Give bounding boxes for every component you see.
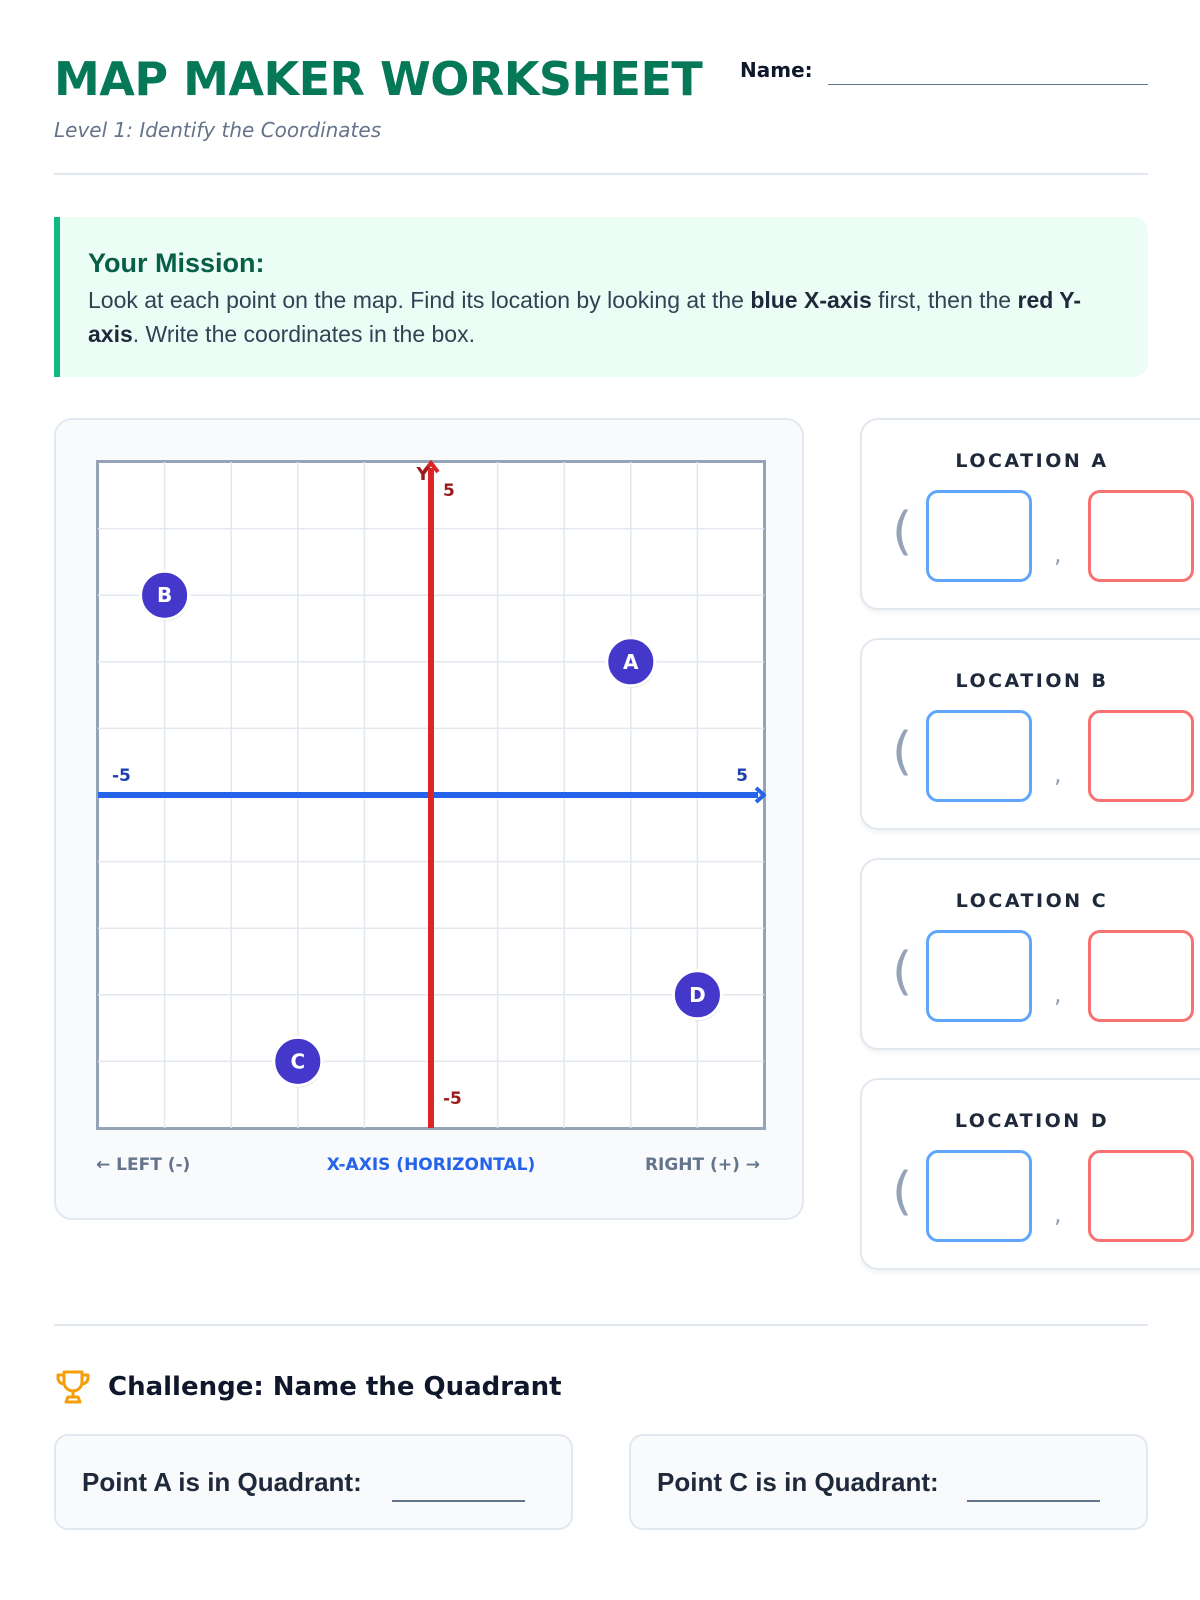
- location-card-a: [860, 418, 1200, 610]
- location-title: LOCATION A: [955, 450, 1109, 472]
- map-card: [54, 418, 804, 1220]
- x-answer-box[interactable]: [926, 930, 1032, 1022]
- y-answer-box[interactable]: [1088, 1150, 1194, 1242]
- mission-title: Your Mission:: [88, 248, 265, 278]
- trophy-icon: [54, 1368, 92, 1406]
- quadrant-question-a: [54, 1434, 573, 1530]
- header-divider: [54, 173, 1148, 175]
- coordinate-grid: [96, 460, 766, 1130]
- quadrant-answer-field[interactable]: [967, 1500, 1100, 1502]
- red-y-axis-term: red Y-axis: [88, 287, 1081, 347]
- location-card-d: [860, 1078, 1200, 1270]
- y-axis-letter: Y: [416, 464, 430, 485]
- x-max-label: 5: [736, 766, 748, 786]
- open-paren: (: [892, 502, 913, 562]
- point-label-c: C: [290, 1049, 306, 1074]
- open-paren: (: [892, 942, 913, 1002]
- name-label: Name:: [740, 58, 813, 82]
- name-field[interactable]: [828, 84, 1148, 85]
- quadrant-question-text: Point C is in Quadrant:: [657, 1467, 939, 1497]
- y-min-label: -5: [443, 1089, 462, 1109]
- section-divider: [54, 1324, 1148, 1326]
- point-label-a: A: [623, 649, 639, 674]
- comma: ,: [1054, 1200, 1062, 1228]
- caption-x-axis: X-AXIS (HORIZONTAL): [326, 1155, 536, 1175]
- quadrant-answer-field[interactable]: [392, 1500, 525, 1502]
- y-answer-box[interactable]: [1088, 930, 1194, 1022]
- x-min-label: -5: [112, 766, 131, 786]
- worksheet-title: MAP MAKER WORKSHEET: [54, 52, 703, 106]
- location-card-c: [860, 858, 1200, 1050]
- worksheet-subtitle: Level 1: Identify the Coordinates: [54, 118, 382, 142]
- quadrant-question-text: Point A is in Quadrant:: [82, 1467, 362, 1497]
- x-answer-box[interactable]: [926, 490, 1032, 582]
- point-label-b: B: [156, 583, 173, 608]
- location-title: LOCATION C: [955, 890, 1109, 912]
- comma: ,: [1054, 980, 1062, 1008]
- point-label-d: D: [689, 982, 706, 1007]
- location-title: LOCATION B: [955, 670, 1109, 692]
- quadrant-question-c: [629, 1434, 1148, 1530]
- x-answer-box[interactable]: [926, 710, 1032, 802]
- open-paren: (: [892, 1162, 913, 1222]
- x-answer-box[interactable]: [926, 1150, 1032, 1242]
- caption-left: ← LEFT (-): [96, 1155, 191, 1175]
- caption-right: RIGHT (+) →: [644, 1155, 760, 1175]
- comma: ,: [1054, 760, 1062, 788]
- mission-text: Look at each point on the map. Find its location by looking at the blue X-axis first, then the red Y-axis. Write the coordinates in the box.: [88, 287, 1081, 347]
- y-answer-box[interactable]: [1088, 710, 1194, 802]
- location-title: LOCATION D: [954, 1110, 1110, 1132]
- comma: ,: [1054, 540, 1062, 568]
- location-card-b: [860, 638, 1200, 830]
- challenge-title: Challenge: Name the Quadrant: [108, 1372, 562, 1402]
- blue-x-axis-term: blue X-axis: [750, 287, 872, 313]
- open-paren: (: [892, 722, 913, 782]
- y-answer-box[interactable]: [1088, 490, 1194, 582]
- y-max-label: 5: [443, 481, 455, 501]
- mission-box: [54, 217, 1148, 377]
